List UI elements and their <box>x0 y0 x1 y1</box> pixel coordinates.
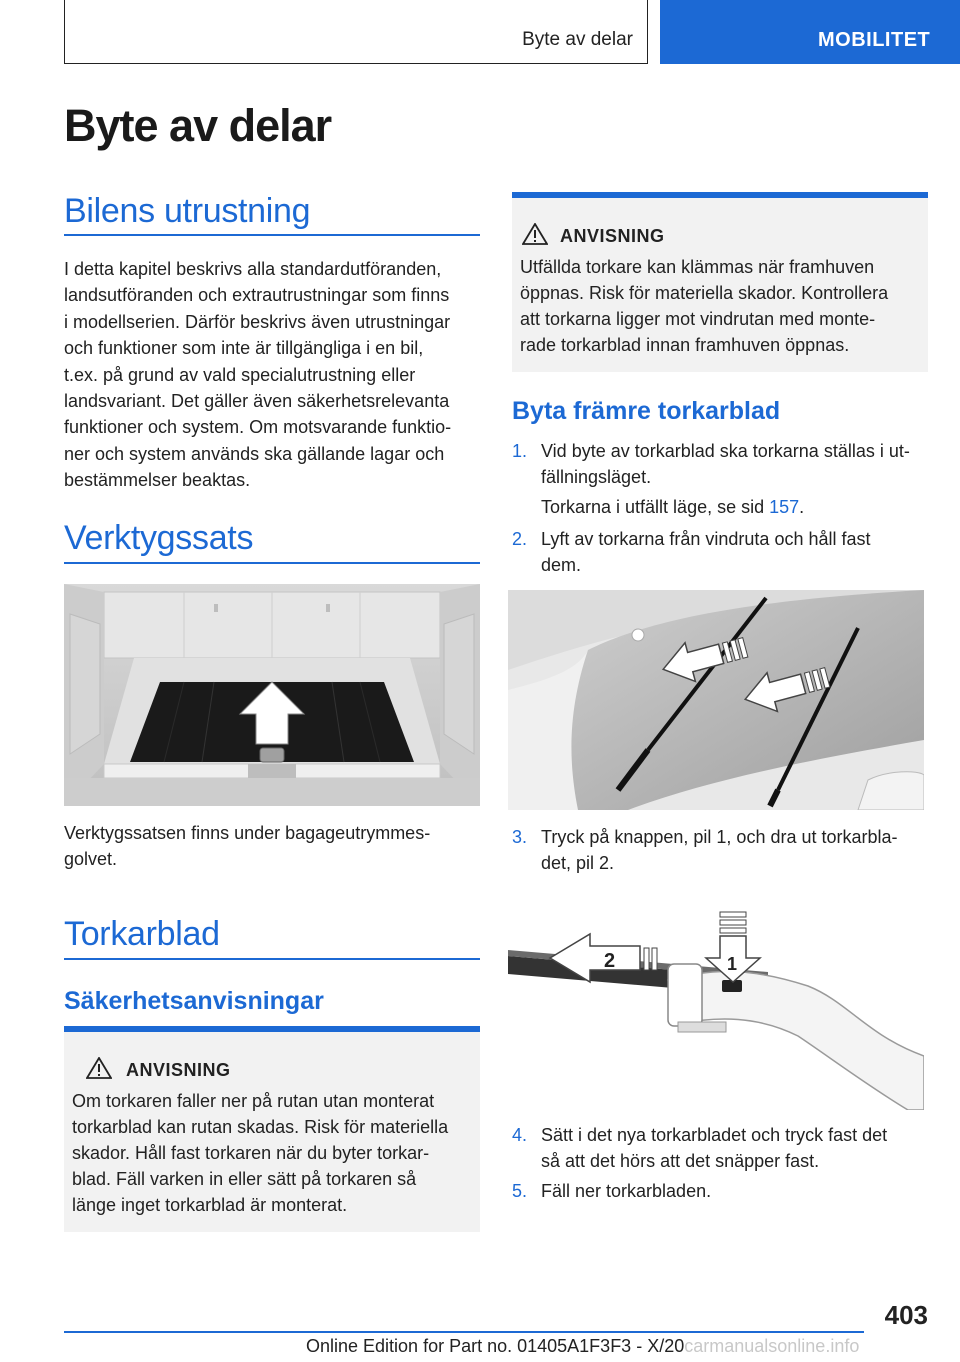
step-text <box>541 438 933 490</box>
step-reference-text <box>541 494 933 520</box>
text-line: Vid byte av torkarblad ska torkarna ställas i ut- <box>541 441 910 461</box>
text-punct: . <box>799 497 805 517</box>
step-3 <box>512 824 930 876</box>
step-number: 3. <box>512 827 528 847</box>
text-line: landsutföranden och extrautrustningar som finns <box>64 285 450 306</box>
text-line: så att det hörs att det snäpper fast. <box>541 1151 820 1171</box>
text-line: blad. Fäll varken in eller sätt på torkaren så <box>72 1169 417 1189</box>
windshield-wipers-image <box>508 590 924 810</box>
text-line: bestämmelser beaktas. <box>64 470 251 491</box>
text-line: att torkarna ligger mot vindrutan med monte- <box>520 309 876 329</box>
toolkit-trunk-image <box>64 584 480 806</box>
step-1-reference <box>512 494 930 520</box>
header-chapter-tab[interactable] <box>660 0 960 64</box>
toolkit-caption <box>64 820 484 873</box>
step-text <box>541 1122 933 1174</box>
text-line: Torkarna i utfällt läge, se sid <box>541 497 770 517</box>
text-line: Lyft av torkarna från vindruta och håll fast <box>541 529 871 549</box>
step-text <box>541 824 933 876</box>
text-line: Fäll ner torkarbladen. <box>541 1181 712 1201</box>
warning-triangle-icon <box>522 223 548 245</box>
notice-text <box>72 1088 478 1218</box>
text-line: ner och system används ska gällande lagar och <box>64 443 445 464</box>
heading-safety: Säkerhetsanvisningar <box>64 987 324 1015</box>
equipment-paragraph <box>64 256 484 494</box>
step-number: 1. <box>512 441 528 461</box>
heading-rule <box>64 562 480 564</box>
footer-edition-text: Online Edition for Part no. 01405A1F3F3 - X/20 <box>306 1336 685 1356</box>
footer-rule <box>64 1331 864 1333</box>
header-chapter-label: MOBILITET <box>818 29 931 51</box>
text-line: Om torkaren faller ner på rutan utan monterat <box>72 1091 435 1111</box>
step-text <box>541 526 933 578</box>
header-section-label: Byte av delar <box>522 29 633 50</box>
notice-title: ANVISNING <box>126 1060 231 1080</box>
text-line: Sätt i det nya torkarbladet och tryck fast det <box>541 1125 888 1145</box>
text-line: torkarblad kan rutan skadas. Risk för materiella <box>72 1117 449 1137</box>
footer-edition <box>306 1336 859 1357</box>
text-line: det, pil 2. <box>541 853 615 873</box>
text-line: landsvariant. Det gäller även säkerhetsrelevanta <box>64 391 450 412</box>
text-line: i modellserien. Därför beskrivs även utrustningar <box>64 311 451 332</box>
notice-text <box>520 254 926 358</box>
page-number: 403 <box>884 1300 928 1330</box>
wiper-release-image <box>508 906 924 1110</box>
text-line: funktioner och system. Om motsvarande funktio- <box>64 417 452 438</box>
text-line: golvet. <box>64 849 118 870</box>
step-4 <box>512 1122 930 1174</box>
step-number: 2. <box>512 529 528 549</box>
arrow-2-label: 2 <box>604 950 616 972</box>
heading-rule <box>64 958 480 960</box>
notice-box-1 <box>64 1026 480 1232</box>
text-line: Verktygssatsen finns under bagageutrymmes- <box>64 823 431 843</box>
arrow-1-label: 1 <box>727 954 738 974</box>
step-number: 5. <box>512 1181 528 1201</box>
header-section-box <box>64 0 648 64</box>
text-line: öppnas. Risk för materiella skador. Kontrollera <box>520 283 889 303</box>
text-line: skador. Håll fast torkaren när du byter torkar- <box>72 1143 430 1163</box>
page-title: Byte av delar <box>64 100 332 151</box>
text-line: fällningsläget. <box>541 467 652 487</box>
text-line: rade torkarblad innan framhuven öppnas. <box>520 335 850 355</box>
heading-toolkit: Verktygssats <box>64 519 254 557</box>
step-5 <box>512 1178 930 1204</box>
heading-wiper-blades: Torkarblad <box>64 915 220 953</box>
notice-box-2 <box>512 192 928 372</box>
heading-change-front-wiper: Byta främre torkarblad <box>512 397 781 425</box>
step-text <box>541 1178 933 1204</box>
text-line: och funktioner som inte är tillgängliga i en bil, <box>64 338 424 359</box>
text-line: dem. <box>541 555 582 575</box>
footer-watermark[interactable]: carmanualsonline.info <box>684 1336 860 1356</box>
text-line: I detta kapitel beskrivs alla standardutföranden, <box>64 259 442 279</box>
step-1 <box>512 438 930 490</box>
page-link-157[interactable]: 157 <box>769 497 800 517</box>
warning-triangle-icon <box>86 1057 112 1079</box>
step-2 <box>512 526 930 578</box>
text-line: länge inget torkarblad är monterat. <box>72 1195 348 1215</box>
notice-title: ANVISNING <box>560 226 665 246</box>
text-line: Utfällda torkare kan klämmas när framhuven <box>520 257 875 277</box>
text-line: t.ex. på grund av vald specialutrustning eller <box>64 364 416 385</box>
heading-equipment: Bilens utrustning <box>64 192 311 230</box>
heading-rule <box>64 234 480 236</box>
text-line: Tryck på knappen, pil 1, och dra ut torkarbla- <box>541 827 898 847</box>
step-number: 4. <box>512 1125 528 1145</box>
